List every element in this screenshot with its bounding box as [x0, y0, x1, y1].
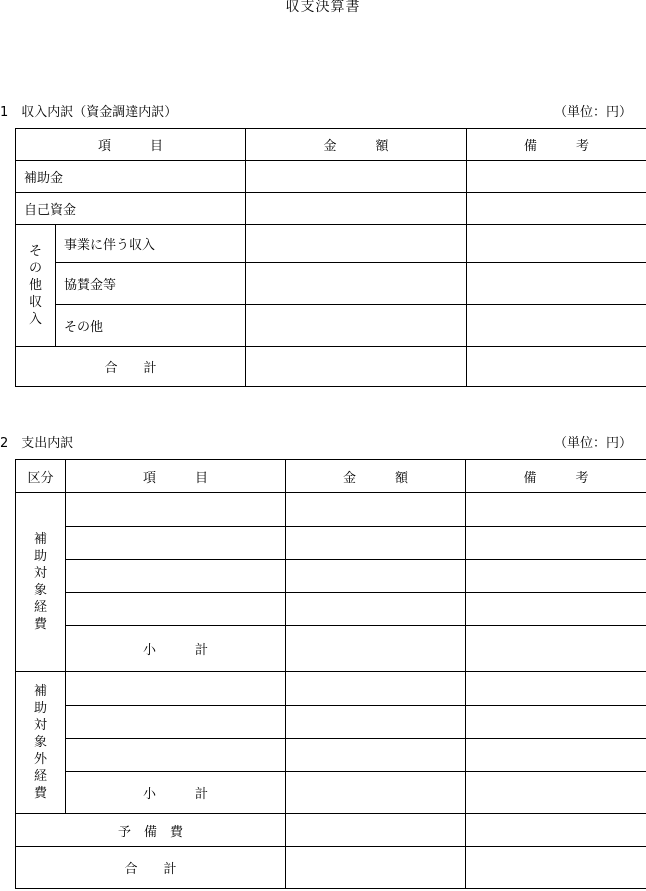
- income-row-sponsorship: 協賛金等: [56, 263, 246, 305]
- expense-total-label: 合 計: [16, 847, 286, 889]
- income-header-item: 項 目: [16, 129, 246, 161]
- income-amount-cell: [246, 305, 467, 347]
- expense-ineligible-group: [16, 672, 66, 814]
- expense-header-item: 項 目: [66, 460, 286, 493]
- income-amount-cell: [246, 161, 467, 193]
- expense-item-cell: [66, 672, 286, 706]
- expense-amount-cell: [286, 672, 466, 706]
- expense-total-note: [466, 847, 646, 889]
- expense-eligible-group: [16, 493, 66, 672]
- income-total-amount: [246, 347, 467, 387]
- expense-amount-cell: [286, 626, 466, 672]
- expense-amount-cell: [286, 560, 466, 593]
- expense-note-cell: [466, 739, 646, 772]
- expense-item-cell: [66, 739, 286, 772]
- income-note-cell: [467, 263, 646, 305]
- income-amount-cell: [246, 263, 467, 305]
- income-other-group-label: その他収入: [28, 244, 42, 327]
- expense-item-cell: [66, 706, 286, 739]
- expense-eligible-group-label: 補助対象経費: [33, 532, 47, 632]
- expense-amount-cell: [286, 593, 466, 626]
- income-other-group: [16, 225, 56, 347]
- income-amount-cell: [246, 225, 467, 263]
- expense-item-cell: [66, 527, 286, 560]
- expense-header-note: 備 考: [466, 460, 646, 493]
- expense-item-cell: [66, 493, 286, 527]
- expense-note-cell: [466, 626, 646, 672]
- income-header-note: 備 考: [467, 129, 646, 161]
- expense-ineligible-subtotal-label: 小 計: [66, 772, 286, 814]
- expense-header-category: 区分: [16, 460, 66, 493]
- income-unit-label: （単位：円）: [554, 105, 633, 120]
- expense-note-cell: [466, 593, 646, 626]
- income-total-label: 合 計: [16, 347, 246, 387]
- expense-item-cell: [66, 593, 286, 626]
- expense-ineligible-group-label: 補助対象外経費: [33, 684, 47, 801]
- expense-amount-cell: [286, 772, 466, 814]
- expense-note-cell: [466, 706, 646, 739]
- income-note-cell: [467, 161, 646, 193]
- expense-header-amount: 金 額: [286, 460, 466, 493]
- expense-heading: 2 支出内訳: [0, 436, 74, 451]
- expense-amount-cell: [286, 706, 466, 739]
- income-note-cell: [467, 193, 646, 225]
- income-heading: 1 収入内訳（資金調達内訳）: [0, 105, 178, 120]
- expense-note-cell: [466, 672, 646, 706]
- income-row-own-funds: 自己資金: [16, 193, 246, 225]
- income-note-cell: [467, 305, 646, 347]
- expense-amount-cell: [286, 527, 466, 560]
- income-row-subsidy: 補助金: [16, 161, 246, 193]
- expense-total-amount: [286, 847, 466, 889]
- income-header-amount: 金 額: [246, 129, 467, 161]
- income-note-cell: [467, 225, 646, 263]
- expense-note-cell: [466, 814, 646, 847]
- income-total-note: [467, 347, 646, 387]
- expense-unit-label: （単位：円）: [554, 436, 633, 451]
- expense-eligible-subtotal-label: 小 計: [66, 626, 286, 672]
- income-row-business: 事業に伴う収入: [56, 225, 246, 263]
- expense-amount-cell: [286, 814, 466, 847]
- income-table: [15, 128, 646, 387]
- expense-item-cell: [66, 560, 286, 593]
- expense-amount-cell: [286, 739, 466, 772]
- expense-reserve-label: 予 備 費: [16, 814, 286, 847]
- expense-note-cell: [466, 493, 646, 527]
- expense-table: [15, 459, 646, 889]
- expense-note-cell: [466, 560, 646, 593]
- expense-amount-cell: [286, 493, 466, 527]
- income-row-other: その他: [56, 305, 246, 347]
- document-title: 収支決算書: [285, 0, 361, 15]
- income-amount-cell: [246, 193, 467, 225]
- expense-note-cell: [466, 527, 646, 560]
- expense-note-cell: [466, 772, 646, 814]
